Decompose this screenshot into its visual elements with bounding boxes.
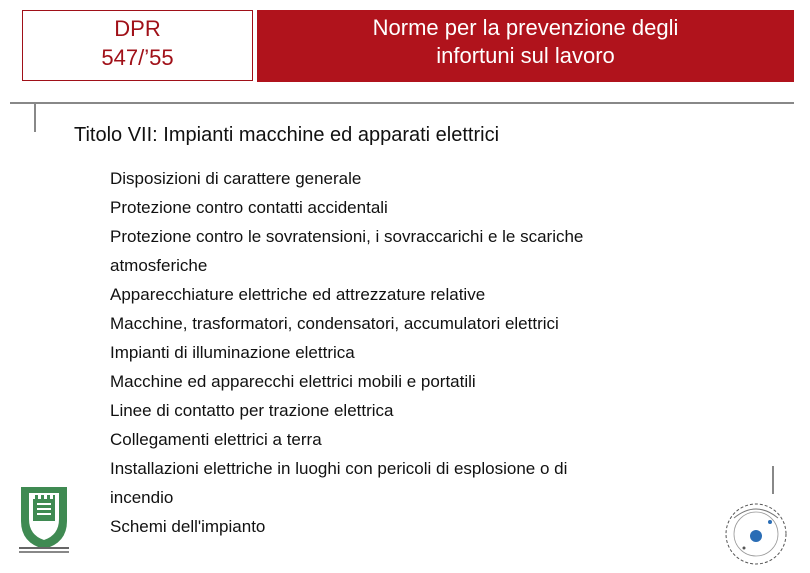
title-line-2: infortuni sul lavoro	[436, 43, 615, 68]
topic-list	[110, 164, 583, 541]
vertical-divider-right	[772, 466, 774, 494]
vertical-divider-left	[34, 102, 36, 132]
title-line-1: Norme per la prevenzione degli	[372, 15, 679, 40]
list-item: Collegamenti elettrici a terra	[110, 430, 322, 449]
section-title: Titolo VII: Impianti macchine ed apparati elettrici	[74, 124, 500, 146]
title-banner	[257, 10, 794, 82]
list-item: Protezione contro contatti accidentali	[110, 198, 388, 217]
list-item: Apparecchiature elettriche ed attrezzature relative	[110, 285, 486, 304]
list-item: Protezione contro le sovratensioni, i sovraccarichi e le scariche	[110, 227, 584, 246]
list-item: Schemi dell'impianto	[110, 517, 266, 536]
list-item: Installazioni elettriche in luoghi con pericoli di esplosione o di	[110, 459, 568, 478]
horizontal-divider	[10, 102, 794, 104]
list-item: incendio	[110, 488, 174, 507]
list-item: Linee di contatto per trazione elettrica	[110, 401, 394, 420]
document-code-box	[22, 10, 253, 81]
list-item: Macchine, trasformatori, condensatori, accumulatori elettrici	[110, 314, 559, 333]
list-item: Disposizioni di carattere generale	[110, 169, 362, 188]
document-code-line-2: 547/’55	[101, 45, 174, 70]
list-item: Macchine ed apparecchi elettrici mobili e portatili	[110, 372, 476, 391]
document-code-line-1: DPR	[114, 16, 161, 41]
university-logo-icon	[17, 485, 72, 560]
list-item: atmosferiche	[110, 256, 208, 275]
inaf-observatory-logo-icon	[720, 498, 792, 573]
list-item: Impianti di illuminazione elettrica	[110, 343, 355, 362]
